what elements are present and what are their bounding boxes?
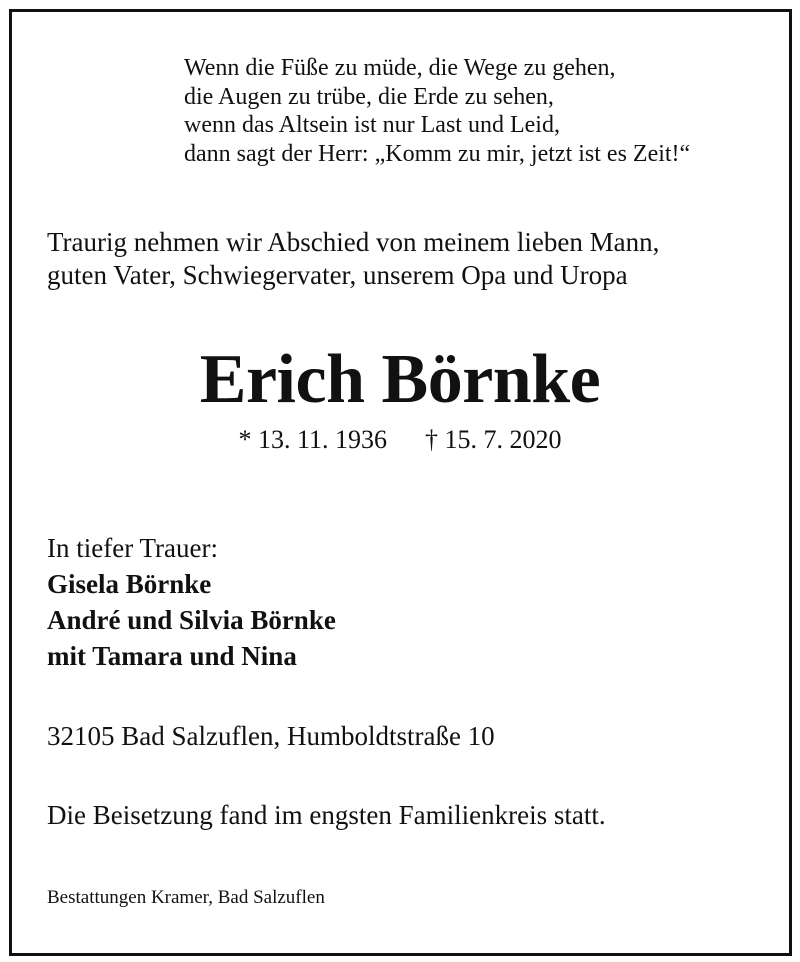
poem <box>184 54 690 168</box>
family-address: 32105 Bad Salzuflen, Humboldtstraße 10 <box>47 721 495 751</box>
poem-line: Wenn die Füße zu müde, die Wege zu gehen, <box>184 55 616 81</box>
farewell-intro <box>47 226 659 292</box>
undertaker-credit: Bestattungen Kramer, Bad Salzuflen <box>47 887 325 908</box>
mourners-list <box>47 566 336 674</box>
poem-line: wenn das Altsein ist nur Last und Leid, <box>184 112 560 138</box>
intro-line: guten Vater, Schwiegervater, unserem Opa und Uropa <box>47 260 628 290</box>
mourner-name: André und Silvia Börnke <box>47 605 336 635</box>
death-date: † 15. 7. 2020 <box>425 425 562 454</box>
mourning-label: In tiefer Trauer: <box>47 533 218 563</box>
poem-line: dann sagt der Herr: „Komm zu mir, jetzt ist es Zeit!“ <box>184 140 691 167</box>
birth-date: * 13. 11. 1936 <box>238 425 388 454</box>
poem-line: die Augen zu trübe, die Erde zu sehen, <box>184 83 554 110</box>
life-dates <box>0 424 800 456</box>
deceased-name: Erich Börnke <box>199 341 601 418</box>
intro-line: Traurig nehmen wir Abschied von meinem lieben Mann, <box>47 227 660 257</box>
mourner-name: Gisela Börnke <box>47 569 212 599</box>
mourner-name: mit Tamara und Nina <box>47 641 297 671</box>
burial-notice: Die Beisetzung fand im engsten Familienkreis statt. <box>47 800 606 830</box>
